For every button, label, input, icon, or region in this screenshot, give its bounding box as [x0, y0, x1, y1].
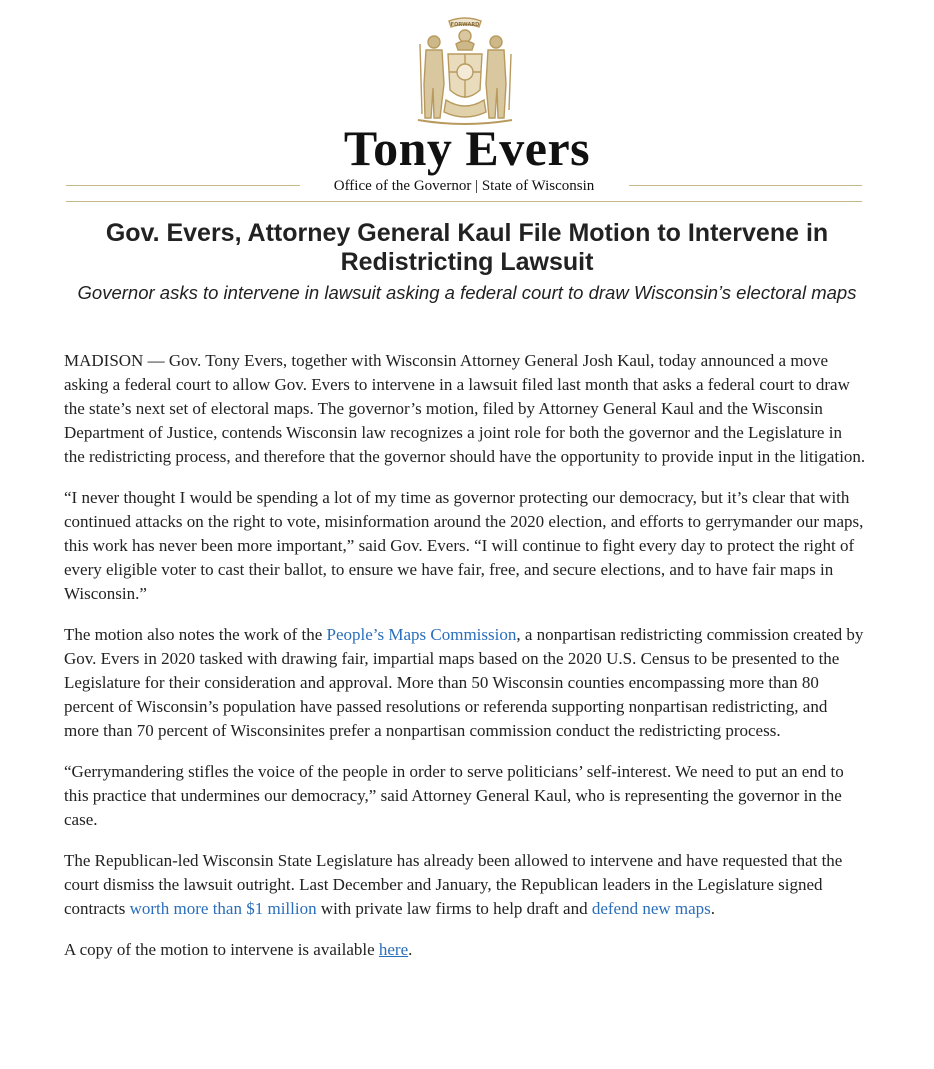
- seal-motto: FORWARD: [450, 22, 480, 28]
- p6-text-before: A copy of the motion to intervene is available: [64, 940, 379, 959]
- p5-text-after: .: [710, 899, 716, 918]
- defend-new-maps-link[interactable]: defend new maps: [591, 899, 711, 918]
- headline: Gov. Evers, Attorney General Kaul File Motion to Intervene in Redistricting Lawsuit: [105, 219, 829, 276]
- peoples-maps-commission-link[interactable]: People’s Maps Commission: [326, 625, 517, 644]
- paragraph-3: [64, 623, 866, 743]
- paragraph-2: “I never thought I would be spending a lot of my time as governor protecting our democracy, but it’s clear that with continued attacks on the right to vote, misinformation around the 2020 election, and efforts to gerrymander our maps, this work has never been more important,” said Gov. Evers. “I will continue to fight every day to protect the right of every eligible voter to cast their ballot, to ensure we have fair, free, and secure elections, and to have fair maps in Wisconsin.”: [64, 488, 864, 603]
- governor-name: Tony Evers: [343, 120, 591, 176]
- contracts-worth-link[interactable]: worth more than $1 million: [129, 899, 317, 918]
- paragraph-4: “Gerrymandering stifles the voice of the people in order to serve politicians’ self-interest. We need to put an end to this practice that undermines our democracy,” said Attorney General Kaul, who is representing the governor in the case.: [64, 762, 844, 829]
- header-rule: [66, 174, 862, 204]
- rule-right: [629, 185, 862, 186]
- wisconsin-state-seal-icon: [412, 14, 518, 128]
- article-body: [64, 349, 866, 979]
- office-line: Office of the Governor | State of Wisconsin: [333, 178, 595, 194]
- rule-full: [66, 201, 862, 202]
- p5-text-middle: with private law firms to help draft and: [316, 899, 592, 918]
- p3-text-after: , a nonpartisan redistricting commission created by Gov. Evers in 2020 tasked with drawing fair, impartial maps based on the 2020 U.S. Census to be presented to the Legislature for their consideration and approval. More than 50 Wisconsin counties encompassing more than 80 percent of Wisconsin’s population have passed resolutions or referenda supporting nonpartisan redistricting, and more than 70 percent of Wisconsinites prefer a nonpartisan commission conduct the redistricting process.: [64, 625, 864, 740]
- p6-text-after: .: [408, 940, 413, 959]
- p5-text-before: The Republican-led Wisconsin State Legislature has already been allowed to intervene and have requested that the court dismiss the lawsuit outright. Last December and January, the Republican leaders in the Legislature signed contracts: [64, 851, 843, 918]
- p3-text-before: The motion also notes the work of the: [64, 625, 327, 644]
- paragraph-1: MADISON — Gov. Tony Evers, together with Wisconsin Attorney General Josh Kaul, today announced a move asking a federal court to allow Gov. Evers to intervene in a lawsuit filed last month that asks a federal court to draw the state’s next set of electoral maps. The governor’s motion, filed by Attorney General Kaul and the Wisconsin Department of Justice, contends Wisconsin law recognizes a joint role for both the governor and the Legislature in the redistricting process, and therefore that the governor should have the opportunity to provide input in the litigation.: [64, 351, 866, 466]
- paragraph-5: [64, 849, 866, 921]
- motion-here-link[interactable]: here: [378, 940, 409, 959]
- paragraph-6: [64, 938, 866, 962]
- subheadline: Governor asks to intervene in lawsuit asking a federal court to draw Wisconsin’s electoral maps: [77, 282, 857, 303]
